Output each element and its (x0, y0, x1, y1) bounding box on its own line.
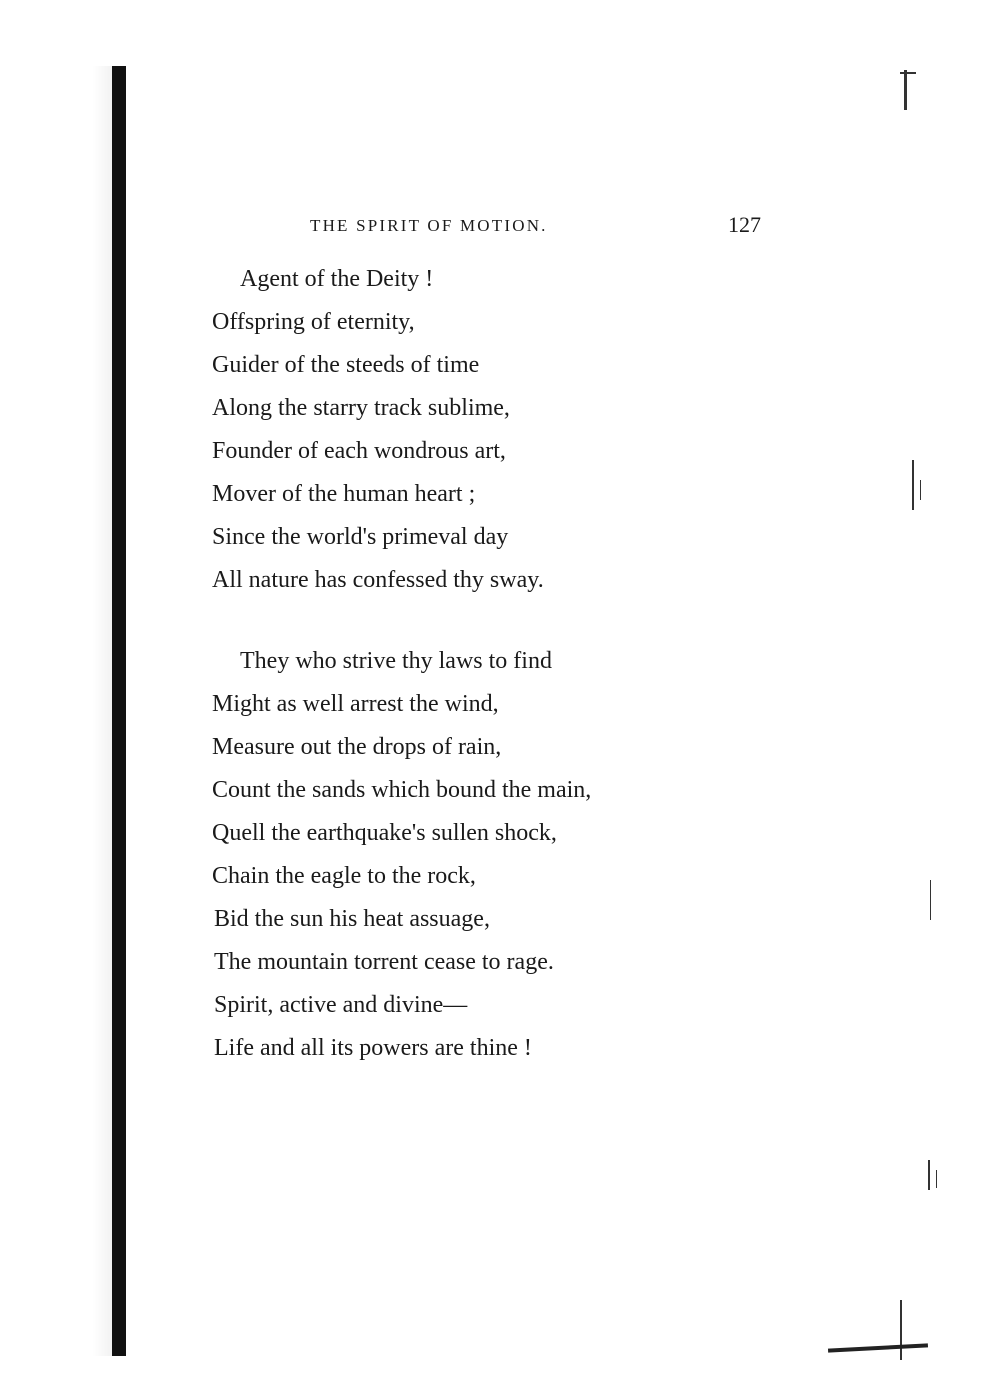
verse-line: The mountain torrent cease to rage. (214, 949, 554, 975)
verse-line: Might as well arrest the wind, (212, 691, 499, 717)
binding-edge (112, 66, 126, 1356)
running-head (0, 210, 1000, 240)
verse-line: Count the sands which bound the main, (212, 777, 592, 803)
verse-line: Offspring of eternity, (212, 309, 415, 335)
verse-line: Along the starry track sublime, (212, 395, 510, 421)
page-number: 127 (728, 212, 761, 237)
running-head-title: THE SPIRIT OF MOTION. (310, 216, 548, 235)
verse-line: Mover of the human heart ; (212, 481, 476, 507)
verse-line: Guider of the steeds of time (212, 352, 480, 378)
verse-line: Bid the sun his heat assuage, (214, 906, 490, 932)
verse-line: Life and all its powers are thine ! (214, 1035, 532, 1061)
verse-line: Chain the eagle to the rock, (212, 863, 476, 889)
scan-edge-marks (900, 60, 960, 1380)
verse-line: Measure out the drops of rain, (212, 734, 502, 760)
verse-line: They who strive thy laws to find (240, 648, 552, 674)
verse-line: Agent of the Deity ! (240, 266, 434, 292)
verse-line: Founder of each wondrous art, (212, 438, 506, 464)
verse-line: Spirit, active and divine— (214, 992, 468, 1018)
verse-line: All nature has confessed thy sway. (212, 567, 544, 593)
verse-line: Quell the earthquake's sullen shock, (212, 820, 557, 846)
verse-line: Since the world's primeval day (212, 524, 509, 550)
